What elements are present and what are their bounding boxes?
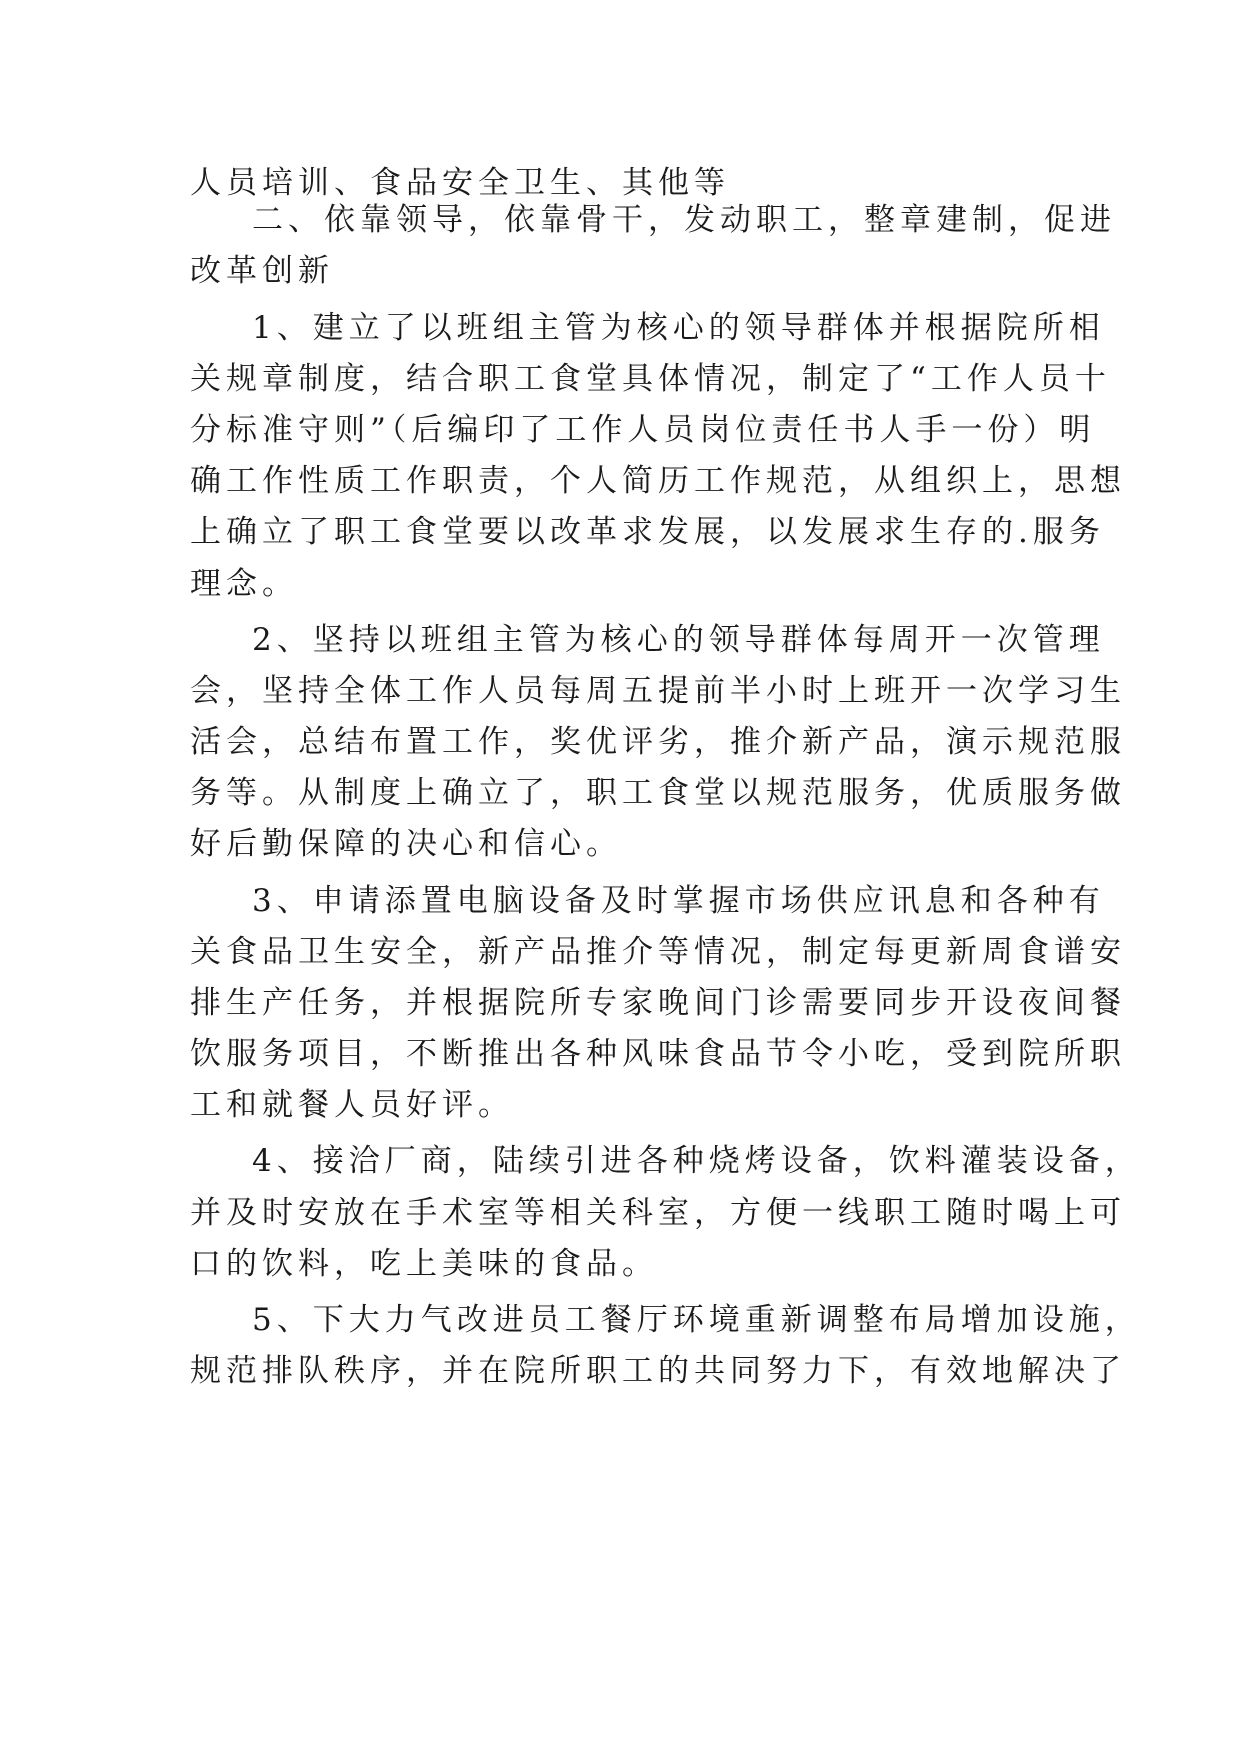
paragraph-3-line: 关食品卫生安全，新产品推介等情况，制定每更新周食谱安: [190, 934, 1126, 970]
paragraph-5-line: 规范排队秩序，并在院所职工的共同努力下，有效地解决了: [190, 1353, 1126, 1389]
paragraph-1-line: 理念。: [190, 566, 298, 602]
paragraph-1-line: 确工作性质工作职责，个人简历工作规范，从组织上，思想: [190, 463, 1126, 499]
paragraph-3-line: 工和就餐人员好评。: [190, 1087, 514, 1123]
paragraph-4-line: 4、接洽厂商，陆续引进各种烧烤设备，饮料灌装设备，: [252, 1143, 1141, 1179]
paragraph-3-line: 排生产任务，并根据院所专家晚间门诊需要同步开设夜间餐: [190, 985, 1126, 1021]
paragraph-2-line: 会，坚持全体工作人员每周五提前半小时上班开一次学习生: [190, 673, 1126, 709]
paragraph-4-line: 并及时安放在手术室等相关科室，方便一线职工随时喝上可: [190, 1195, 1126, 1231]
paragraph-3-line: 饮服务项目，不断推出各种风味食品节令小吃，受到院所职: [190, 1036, 1126, 1072]
section-heading: 二、依靠领导，依靠骨干，发动职工，整章建制，促进: [252, 202, 1116, 238]
paragraph-2-line: 好后勤保障的决心和信心。: [190, 826, 622, 862]
paragraph-3-line: 3、申请添置电脑设备及时掌握市场供应讯息和各种有: [252, 883, 1105, 919]
paragraph-5-line: 5、下大力气改进员工餐厅环境重新调整布局增加设施，: [252, 1302, 1141, 1338]
paragraph-4-line: 口的饮料，吃上美味的食品。: [190, 1246, 658, 1282]
paragraph-2-line: 活会，总结布置工作，奖优评劣，推介新产品，演示规范服: [190, 724, 1126, 760]
paragraph-2-line: 务等。从制度上确立了，职工食堂以规范服务，优质服务做: [190, 775, 1126, 811]
paragraph-1-line: 关规章制度，结合职工食堂具体情况，制定了“工作人员十: [190, 361, 1111, 397]
paragraph-2-line: 2、坚持以班组主管为核心的领导群体每周开一次管理: [252, 622, 1105, 658]
section-heading-continued: 改革创新: [190, 253, 334, 289]
text-line: 人员培训、食品安全卫生、其他等: [190, 165, 730, 201]
paragraph-1-line: 上确立了职工食堂要以改革求发展，以发展求生存的.服务: [190, 514, 1105, 550]
paragraph-1-line: 1、建立了以班组主管为核心的领导群体并根据院所相: [252, 310, 1105, 346]
paragraph-1-line: 分标准守则”（后编印了工作人员岗位责任书人手一份）明: [190, 412, 1096, 448]
